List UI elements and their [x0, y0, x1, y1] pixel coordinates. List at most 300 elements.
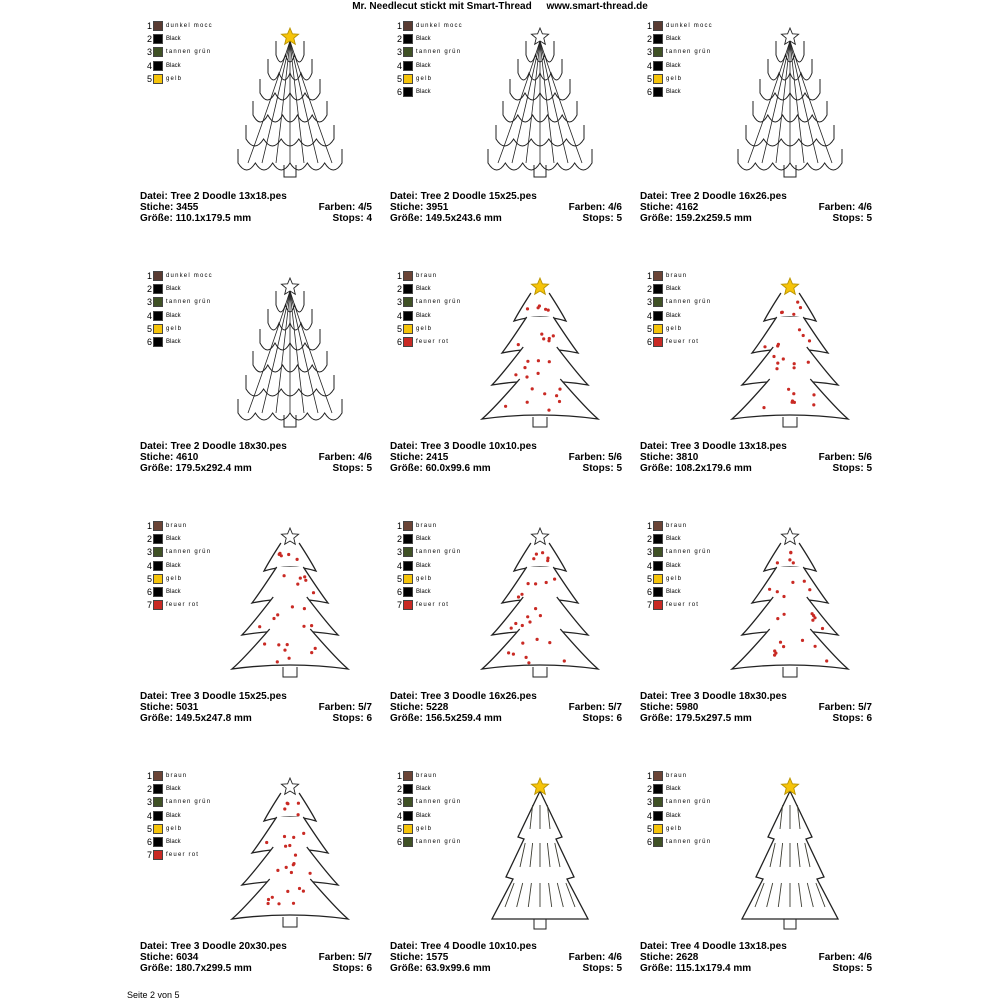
ornament-dot [292, 902, 295, 905]
thread-row [145, 559, 235, 572]
design-size-label: Größe: [640, 713, 673, 724]
thread-swatch [153, 271, 163, 281]
ornament-dot [514, 373, 517, 376]
ornament-dot [510, 627, 513, 630]
thread-swatch [403, 21, 413, 31]
ornament-dot [517, 595, 520, 598]
design-size [140, 463, 252, 474]
ornament-dot [272, 617, 275, 620]
color-count-label: Farben: [318, 202, 356, 213]
tree-trunk [534, 919, 546, 929]
design-card [637, 255, 872, 485]
info-size-row [640, 463, 872, 474]
tree-trunk [283, 667, 297, 677]
thread-swatch [403, 600, 413, 610]
info-stitch-row [140, 202, 372, 213]
needle-stroke [549, 883, 552, 907]
file-name [140, 191, 287, 202]
design-info [140, 941, 372, 974]
design-size-value: 63.9x99.6 mm [425, 963, 491, 974]
ornament-dot [532, 557, 535, 560]
thread-number: 2 [646, 283, 652, 294]
design-size-value: 149.5x243.6 mm [425, 213, 502, 224]
stop-count-value: 5 [866, 463, 872, 474]
thread-name: tannen grün [416, 49, 462, 56]
info-stitch-row [390, 952, 622, 963]
stitch-count [140, 952, 198, 963]
needle-stroke [807, 883, 813, 907]
file-name [140, 941, 287, 952]
ornament-dot [791, 401, 794, 404]
thread-name: Black [416, 89, 431, 96]
ornament-dot [821, 627, 824, 630]
color-count [569, 952, 622, 963]
info-file-row [140, 941, 372, 952]
ornament-dot [548, 360, 551, 363]
design-size-label: Größe: [390, 213, 423, 224]
thread-row [645, 296, 735, 309]
thread-swatch [653, 47, 663, 57]
thread-row [395, 585, 485, 598]
ornament-dot [297, 802, 300, 805]
color-count [569, 202, 622, 213]
design-size [640, 463, 752, 474]
thread-swatch [653, 600, 663, 610]
stitch-count-label: Stiche: [140, 952, 174, 963]
ornament-dot [271, 896, 274, 899]
design-size-value: 149.5x247.8 mm [175, 713, 252, 724]
thread-number: 4 [396, 310, 402, 321]
thread-name: Black [166, 839, 181, 846]
thread-swatch [403, 811, 413, 821]
thread-swatch [653, 311, 663, 321]
design-size-value: 108.2x179.6 mm [675, 463, 752, 474]
file-name-label: Datei: [640, 691, 668, 702]
thread-swatch [403, 521, 413, 531]
ornament-dot [825, 659, 828, 662]
ornament-dot [773, 649, 776, 652]
ornament-dot [791, 581, 794, 584]
stop-count-label: Stops: [332, 713, 364, 724]
thread-name: Black [416, 562, 431, 569]
stop-count-label: Stops: [832, 713, 864, 724]
thread-palette [145, 519, 235, 612]
ornament-dot [812, 393, 815, 396]
thread-name: Black [166, 562, 181, 569]
design-size [390, 463, 491, 474]
ornament-dot [528, 620, 531, 623]
ornament-dot [299, 577, 302, 580]
design-size-value: 156.5x259.4 mm [425, 713, 502, 724]
color-count-label: Farben: [318, 702, 356, 713]
info-size-row [140, 213, 372, 224]
color-count [319, 702, 372, 713]
thread-name: Black [416, 785, 431, 792]
color-count [569, 452, 622, 463]
thread-number: 2 [146, 783, 152, 794]
info-stitch-row [140, 702, 372, 713]
thread-row [645, 822, 735, 835]
ornament-dot [537, 372, 540, 375]
thread-name: tannen grün [666, 299, 712, 306]
tree-tier [232, 629, 348, 669]
tree-trunk [783, 417, 797, 427]
thread-swatch [653, 837, 663, 847]
info-file-row [640, 441, 872, 452]
thread-name: Black [166, 35, 181, 42]
design-size [140, 963, 252, 974]
thread-number: 4 [396, 810, 402, 821]
design-card [637, 755, 872, 985]
thread-row [645, 269, 735, 282]
thread-swatch [153, 21, 163, 31]
thread-number: 2 [646, 783, 652, 794]
ornament-dot [512, 653, 515, 656]
ornament-dot [527, 582, 530, 585]
color-count [319, 202, 372, 213]
ornament-dot [288, 657, 291, 660]
ornament-dot [799, 306, 802, 309]
thread-name: Black [666, 589, 681, 596]
thread-row [145, 809, 235, 822]
ornament-dot [276, 660, 279, 663]
color-count [819, 452, 872, 463]
thread-swatch [653, 87, 663, 97]
ornament-dot [553, 578, 556, 581]
thread-name: gelb [416, 825, 433, 832]
thread-number: 2 [646, 33, 652, 44]
thread-number: 5 [396, 823, 402, 834]
thread-name: feuer rot [416, 602, 450, 609]
tree-preview [475, 777, 605, 937]
ornament-dot [781, 311, 784, 314]
ornament-dot [286, 643, 289, 646]
stitch-count-label: Stiche: [640, 452, 674, 463]
thread-row [395, 72, 485, 85]
star-icon [781, 528, 798, 544]
color-count-label: Farben: [818, 702, 856, 713]
thread-swatch [403, 587, 413, 597]
stitch-count-label: Stiche: [390, 202, 424, 213]
stop-count-value: 5 [616, 213, 622, 224]
thread-name: braun [166, 522, 188, 529]
thread-name: Black [166, 812, 181, 819]
thread-number: 2 [146, 533, 152, 544]
ornament-dot [540, 333, 543, 336]
info-size-row [390, 463, 622, 474]
file-name-value: Tree 4 Doodle 10x10.pes [420, 941, 537, 952]
thread-swatch [403, 561, 413, 571]
needle-stroke [528, 883, 531, 907]
stitch-count [640, 202, 698, 213]
ornament-dot [526, 401, 529, 404]
tree-trunk [284, 165, 296, 177]
stop-count-label: Stops: [832, 963, 864, 974]
thread-number: 5 [146, 323, 152, 334]
ornament-dot [267, 902, 270, 905]
file-name-label: Datei: [140, 691, 168, 702]
file-name [390, 691, 537, 702]
stitch-count-value: 3951 [426, 202, 449, 213]
stitch-count-value: 3455 [176, 202, 199, 213]
tree-preview [225, 527, 355, 687]
color-count-value: 5/7 [358, 952, 372, 963]
ornament-dot [768, 588, 771, 591]
file-name-value: Tree 2 Doodle 15x25.pes [420, 191, 537, 202]
ornament-dot [526, 307, 529, 310]
ornament-dot [283, 649, 286, 652]
thread-swatch [153, 521, 163, 531]
design-card [387, 505, 622, 735]
ornament-dot [543, 392, 546, 395]
thread-name: Black [666, 285, 681, 292]
thread-row [395, 532, 485, 545]
thread-row [395, 85, 485, 98]
needle-stroke [797, 843, 800, 867]
ornament-dot [787, 388, 790, 391]
info-size-row [140, 963, 372, 974]
thread-name: gelb [166, 575, 183, 582]
design-size-value: 159.2x259.5 mm [675, 213, 752, 224]
thread-name: tannen grün [666, 839, 712, 846]
ornament-dot [808, 339, 811, 342]
ornament-dot [548, 641, 551, 644]
thread-name: braun [666, 772, 688, 779]
stop-count [333, 213, 372, 224]
ornament-dot [263, 642, 266, 645]
design-info [640, 191, 872, 224]
design-size-label: Größe: [640, 963, 673, 974]
stop-count-value: 6 [866, 713, 872, 724]
thread-row [145, 519, 235, 532]
file-name-label: Datei: [390, 691, 418, 702]
stop-count-label: Stops: [332, 463, 364, 474]
thread-swatch [153, 771, 163, 781]
thread-row [645, 59, 735, 72]
ornament-dot [278, 553, 281, 556]
stop-count-value: 5 [866, 963, 872, 974]
file-name-label: Datei: [390, 941, 418, 952]
thread-number: 5 [646, 823, 652, 834]
thread-swatch [403, 324, 413, 334]
color-count-value: 4/6 [358, 452, 372, 463]
tree-preview [225, 277, 355, 437]
thread-palette [145, 19, 235, 85]
thread-number: 6 [146, 837, 152, 848]
thread-swatch [153, 824, 163, 834]
ornament-dot [555, 394, 558, 397]
ornament-dot [558, 388, 561, 391]
thread-name: gelb [666, 75, 683, 82]
thread-row [645, 796, 735, 809]
ornament-dot [798, 328, 801, 331]
ornament-dot [552, 334, 555, 337]
thread-swatch [153, 337, 163, 347]
stop-count [583, 463, 622, 474]
thread-name: gelb [166, 825, 183, 832]
ornament-dot [782, 645, 785, 648]
thread-name: Black [666, 312, 681, 319]
thread-row [395, 809, 485, 822]
thread-row [645, 46, 735, 59]
thread-number: 7 [146, 600, 152, 611]
thread-number: 3 [646, 47, 652, 58]
info-stitch-row [640, 202, 872, 213]
thread-name: Black [666, 62, 681, 69]
thread-name: Black [666, 535, 681, 542]
file-name-value: Tree 3 Doodle 10x10.pes [420, 441, 537, 452]
color-count [819, 952, 872, 963]
design-size [640, 213, 752, 224]
ornament-dot [762, 406, 765, 409]
thread-row [145, 309, 235, 322]
thread-name: Black [416, 62, 431, 69]
star-icon [281, 528, 298, 544]
thread-swatch [653, 271, 663, 281]
tree-tier [264, 793, 316, 821]
design-size-value: 179.5x297.5 mm [675, 713, 752, 724]
stitch-count-label: Stiche: [140, 702, 174, 713]
tree-tier [732, 629, 848, 669]
design-size-label: Größe: [140, 713, 173, 724]
ornament-dot [267, 898, 270, 901]
thread-name: tannen grün [666, 49, 712, 56]
stop-count [833, 213, 872, 224]
ornament-dot [258, 625, 261, 628]
thread-swatch [403, 337, 413, 347]
design-card [387, 755, 622, 985]
stitch-count [640, 702, 698, 713]
thread-swatch [153, 784, 163, 794]
ornament-dot [793, 362, 796, 365]
thread-swatch [153, 74, 163, 84]
thread-swatch [653, 797, 663, 807]
thread-name: feuer rot [666, 339, 700, 346]
thread-name: Black [666, 785, 681, 792]
tree-trunk [533, 417, 547, 427]
star-icon [531, 528, 548, 544]
ornament-dot [796, 301, 799, 304]
thread-row [145, 532, 235, 545]
ornament-dot [808, 588, 811, 591]
thread-number: 6 [396, 337, 402, 348]
tree-tier [232, 879, 348, 919]
tree-trunk [784, 165, 796, 177]
thread-row [645, 282, 735, 295]
stop-count-value: 5 [616, 963, 622, 974]
thread-name: Black [166, 312, 181, 319]
thread-name: Black [166, 785, 181, 792]
info-size-row [390, 963, 622, 974]
ornament-dot [517, 343, 520, 346]
tree-trunk [783, 667, 797, 677]
thread-row [145, 335, 235, 348]
thread-swatch [653, 561, 663, 571]
ornament-dot [782, 595, 785, 598]
thread-number: 2 [146, 33, 152, 44]
ornament-dot [779, 641, 782, 644]
thread-number: 4 [646, 560, 652, 571]
ornament-dot [531, 387, 534, 390]
thread-number: 1 [146, 770, 152, 781]
thread-swatch [403, 61, 413, 71]
thread-name: feuer rot [166, 852, 200, 859]
thread-row [145, 782, 235, 795]
thread-row [645, 322, 735, 335]
ornament-dot [294, 854, 297, 857]
design-card [637, 5, 872, 235]
needle-stroke [778, 883, 781, 907]
thread-swatch [403, 311, 413, 321]
ornament-dot [314, 647, 317, 650]
thread-name: braun [416, 522, 438, 529]
thread-row [645, 599, 735, 612]
stop-count-label: Stops: [832, 463, 864, 474]
stitch-count [140, 202, 198, 213]
ornament-dot [290, 871, 293, 874]
thread-name: braun [166, 772, 188, 779]
thread-name: tannen grün [666, 799, 712, 806]
thread-name: gelb [666, 825, 683, 832]
thread-name: braun [666, 272, 688, 279]
file-name-label: Datei: [640, 191, 668, 202]
thread-swatch [653, 784, 663, 794]
thread-number: 1 [646, 770, 652, 781]
color-count-label: Farben: [568, 452, 606, 463]
stitch-count-label: Stiche: [640, 702, 674, 713]
thread-row [145, 599, 235, 612]
stitch-count-label: Stiche: [390, 702, 424, 713]
stitch-count [390, 452, 448, 463]
tree-tier [482, 629, 598, 669]
thread-number: 2 [396, 783, 402, 794]
thread-swatch [153, 561, 163, 571]
file-name-value: Tree 3 Doodle 18x30.pes [670, 691, 787, 702]
thread-swatch [403, 47, 413, 57]
ornament-dot [303, 575, 306, 578]
thread-palette [395, 519, 485, 612]
ornament-dot [788, 558, 791, 561]
ornament-dot [548, 337, 551, 340]
ornament-dot [507, 651, 510, 654]
thread-swatch [653, 811, 663, 821]
thread-swatch [403, 284, 413, 294]
needle-stroke [547, 843, 550, 867]
stop-count-label: Stops: [582, 963, 614, 974]
thread-row [395, 599, 485, 612]
thread-row [145, 72, 235, 85]
design-info [140, 191, 372, 224]
thread-name: Black [666, 812, 681, 819]
ornament-dot [265, 841, 268, 844]
thread-swatch [153, 837, 163, 847]
ornament-dot [287, 553, 290, 556]
ornament-dot [286, 890, 289, 893]
thread-swatch [153, 797, 163, 807]
needle-stroke [557, 883, 563, 907]
ornament-dot [520, 593, 523, 596]
thread-row [395, 46, 485, 59]
ornament-dot [534, 607, 537, 610]
thread-swatch [153, 600, 163, 610]
stop-count-label: Stops: [582, 213, 614, 224]
needle-stroke [530, 843, 533, 867]
thread-row [145, 585, 235, 598]
ornament-dot [541, 551, 544, 554]
thread-number: 1 [396, 20, 402, 31]
ornament-dot [521, 642, 524, 645]
design-card [387, 5, 622, 235]
